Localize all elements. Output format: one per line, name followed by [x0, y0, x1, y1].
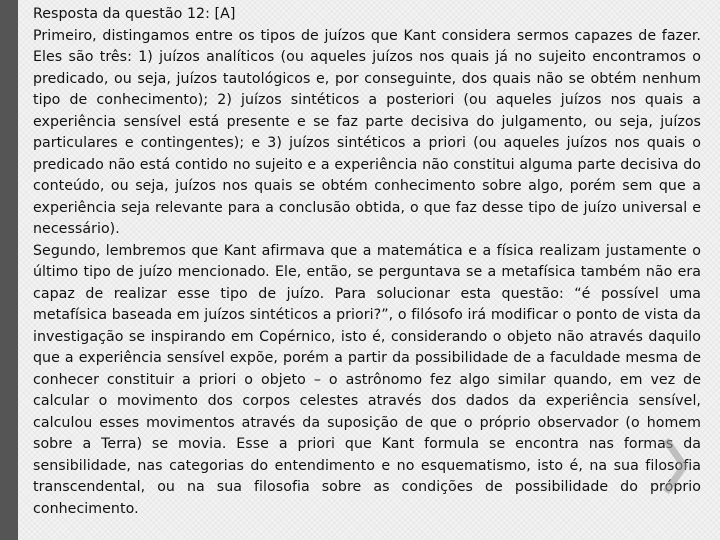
paragraph-judgment-types: Primeiro, distingamos entre os tipos de juízos que Kant considera sermos capazes de fazer. Eles são três: 1) juízos analíticos (ou aqueles juízos nos quais já no sujeito encontramos o predicado, ou seja, juízos tautológicos e, por conseguinte, dos quais não se obtém nenhum tipo de conhecimento); 2) juízos sintéticos a posteriori (ou aqueles juízos nos quais a experiência sensível está presente e se faz parte decisiva do julgamento, ou seja, juízos particulares e contingentes); e 3) juízos sintéticos a priori (ou aqueles juízos nos quais o predicado não está contido no sujeito e a experiência não constitui alguma parte decisiva do conteúdo, ou seja, juízos nos quais se obtém conhecimento sobre algo, porém sem que a experiência seja relevante para a conclusão obtida, o que faz desse tipo de juízo universal e necessário). [33, 27, 701, 237]
left-accent-bar [0, 0, 18, 540]
answer-heading: Resposta da questão 12: [A] [33, 6, 236, 22]
paragraph-kant-metaphysics: Segundo, lembremos que Kant afirmava que a matemática e a física realizam justamente o último tipo de juízo mencionado. Ele, então, se perguntava se a metafísica também não era capaz de realizar esse tipo de juízo. Para solucionar esta questão: “é possível uma metafísica baseada em juízos sintéticos a priori?”, o filósofo irá modificar o ponto de vista da investigação se inspirando em Copérnico, isto é, considerando o objeto não através daquilo que a experiência sensível expõe, porém a partir da possibilidade de a faculdade mesma de conhecer constituir a priori o objeto – o astrônomo fez algo similar quando, em vez de calcular o movimento dos corpos celestes através dos dados da experiência sensível, calculou esses movimentos através da suposição de que o próprio observador (o homem sobre a Terra) se movia. Esse a priori que Kant formula se encontra nas formas da sensibilidade, nas categorias do entendimento e no esquematismo, isto é, na sua filosofia transcendental, ou na sua filosofia sobre as condições de possibilidade do próprio conhecimento. [33, 242, 701, 517]
slide-content [33, 4, 701, 520]
chevron-right-icon[interactable] [660, 436, 690, 496]
